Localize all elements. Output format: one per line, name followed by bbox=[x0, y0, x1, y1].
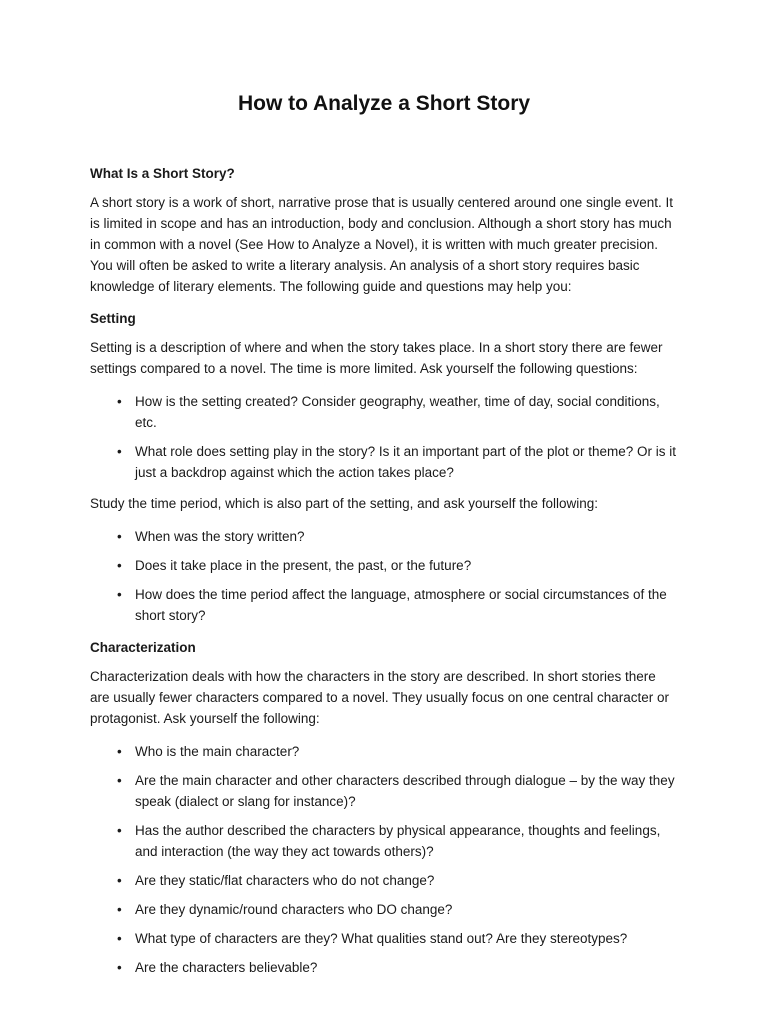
bullet-item: • Who is the main character? bbox=[117, 741, 678, 762]
bullet-item: • Are they dynamic/round characters who DO change? bbox=[117, 899, 678, 920]
bullet-item: • How does the time period affect the language, atmosphere or social circumstances of the short story? bbox=[117, 584, 678, 626]
document-title: How to Analyze a Short Story bbox=[237, 92, 531, 115]
bullet-item: • How is the setting created? Consider geography, weather, time of day, social conditions, etc. bbox=[117, 391, 678, 433]
bullet-list-characterization bbox=[90, 741, 678, 978]
paragraph-characterization: Characterization deals with how the characters in the story are described. In short stories there are usually fewer characters compared to a novel. They usually focus on one central character or protagonist. Ask yourself the following: bbox=[90, 669, 670, 726]
bullet-item: • Are they static/flat characters who do not change? bbox=[117, 870, 678, 891]
section-heading-characterization: Characterization bbox=[90, 640, 196, 655]
paragraph-time-period: Study the time period, which is also part of the setting, and ask yourself the following: bbox=[90, 496, 599, 511]
bullet-item: • Are the characters believable? bbox=[117, 957, 678, 978]
bullet-item: • When was the story written? bbox=[117, 526, 678, 547]
bullet-item: • Does it take place in the present, the past, or the future? bbox=[117, 555, 678, 576]
bullet-item: • What role does setting play in the story? Is it an important part of the plot or theme? Or is it just a backdrop against which the action takes place? bbox=[117, 441, 678, 483]
bullet-list-setting bbox=[90, 391, 678, 483]
paragraph-setting: Setting is a description of where and when the story takes place. In a short story there are fewer settings compared to a novel. The time is more limited. Ask yourself the following questions: bbox=[90, 340, 663, 376]
bullet-item: • Are the main character and other characters described through dialogue – by the way they speak (dialect or slang for instance)? bbox=[117, 770, 678, 812]
paragraph-intro: A short story is a work of short, narrative prose that is usually centered around one single event. It is limited in scope and has an introduction, body and conclusion. Although a short story has much in common with a novel (See How to Analyze a Novel), it is written with much greater precision. You will often be asked to write a literary analysis. An analysis of a short story requires basic knowledge of literary elements. The following guide and questions may help you: bbox=[90, 195, 674, 294]
section-heading-setting: Setting bbox=[90, 311, 136, 326]
section-heading-what-is-a-short-story: What Is a Short Story? bbox=[90, 166, 235, 181]
bullet-list-time-period bbox=[90, 526, 678, 626]
bullet-item: • What type of characters are they? What qualities stand out? Are they stereotypes? bbox=[117, 928, 678, 949]
bullet-item: • Has the author described the characters by physical appearance, thoughts and feelings, and interaction (the way they act towards others)? bbox=[117, 820, 678, 862]
